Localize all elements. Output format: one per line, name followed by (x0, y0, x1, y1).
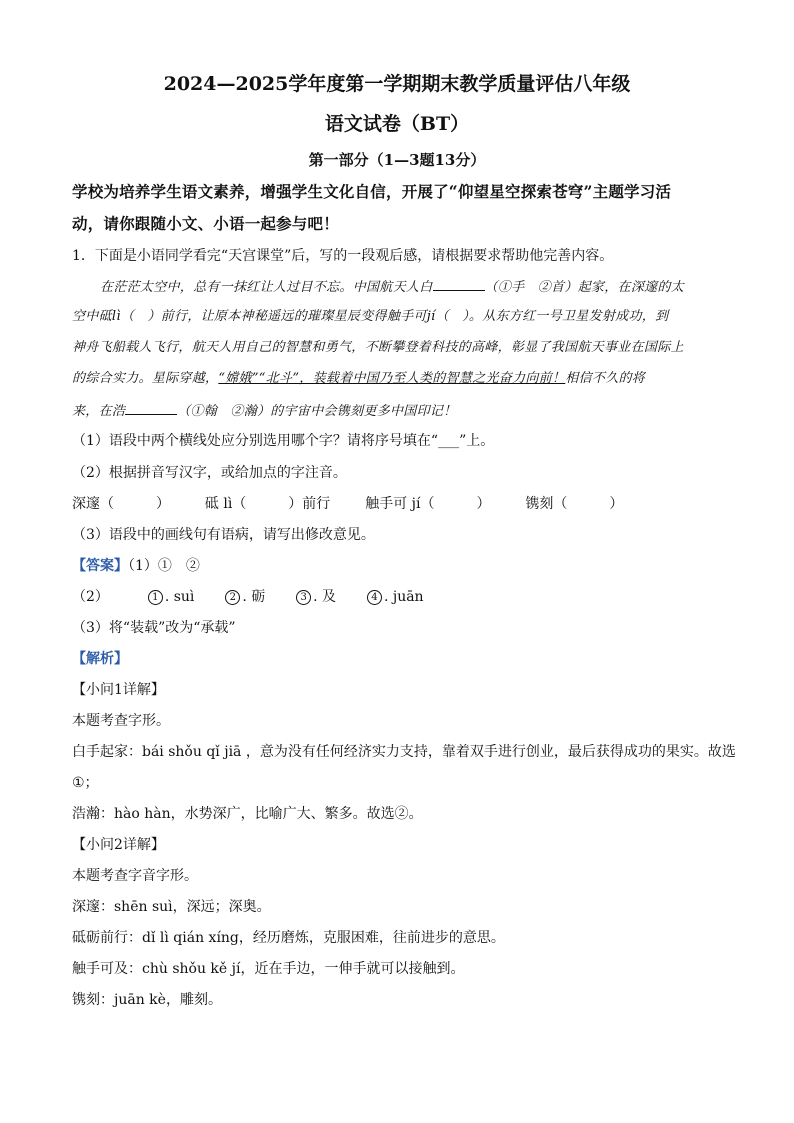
passage-line-1 (100, 276, 734, 298)
passage-text: 来，在浩 (72, 404, 126, 419)
answer-blank (433, 276, 485, 291)
analysis-text: ①； (72, 775, 99, 791)
analysis-text: 本题考查字音字形。 (72, 868, 198, 884)
analysis-text: 深邃：shēn suì，深远；深奥。 (72, 899, 271, 915)
passage-text: 相信不久的将 (565, 371, 646, 386)
passage-text: （①翰 ②瀚）的宇宙中会镌刻更多中国印记！ (177, 404, 457, 419)
answer-line-3: （3）将“装载”改为“承载” (72, 620, 236, 636)
fill-item: 深邃（ ） (72, 496, 170, 512)
analysis-heading-2: 【小问2详解】 (72, 837, 165, 853)
sub-question-2: （2）根据拼音写汉字，或给加点的字注音。 (72, 465, 347, 481)
intro-line-2: 动，请你跟随小文、小语一起参与吧！ (72, 214, 339, 233)
exam-title: 2024—2025学年度第一学期期末教学质量评估八年级 (163, 73, 631, 95)
fill-item: 砥 lì（ ）前行 (204, 496, 331, 512)
analysis-text: 砥砺前行：dǐ lì qián xíng，经历磨炼，克服困难，往前进步的意思。 (72, 930, 505, 946)
answer-item: 1 . suì (148, 589, 195, 605)
answer-line-1 (72, 556, 734, 576)
section-heading: 第一部分（1—3题13分） (308, 151, 486, 169)
intro-line-1: 学校为培养学生语文素养，增强学生文化自信，开展了“仰望星空探索苍穹”主题学习活 (72, 182, 672, 201)
passage-line-3: 神舟飞船载人飞行，航天人用自己的智慧和勇气，不断攀登着科技的高峰，彰显了我国航天事业在国际上 (72, 340, 684, 355)
circled-number-icon: 3 (296, 590, 311, 605)
underlined-sentence: “嫦娥”“北斗”，装载着中国乃至人类的智慧之光奋力向前！ (218, 371, 566, 386)
analysis-text: 浩瀚：hào hàn，水势深广，比喻广大、繁多。故选②。 (72, 806, 423, 822)
analysis-text: 镌刻：juān kè，雕刻。 (72, 992, 222, 1008)
analysis-text: 白手起家：bái shǒu qǐ jiā ，意为没有任何经济实力支持，靠着双手进行创业，最后获得成功的果实。故选 (72, 744, 736, 760)
circled-number-icon: 1 (148, 590, 163, 605)
analysis-heading-1: 【小问1详解】 (72, 682, 165, 698)
analysis-label: 【解析】 (72, 651, 128, 667)
answer-item: 4 . juān (367, 589, 424, 605)
answer-item: 3 . 及 (296, 589, 336, 605)
question-1-stem: 1．下面是小语同学看完“天宫课堂”后，写的一段观后感，请根据要求帮助他完善内容。 (72, 248, 614, 264)
pinyin-fill-row (72, 494, 734, 514)
passage-text: （①手 ②首）起家，在深邃的太 (484, 280, 685, 295)
passage-text: 的综合实力。星际穿越， (72, 371, 219, 386)
passage-line-2: 空中砥lì（ ）前行，让原本神秘遥远的璀璨星辰变得触手可jí（ ）。从东方红一号卫星发射成功，到 (72, 309, 669, 324)
exam-subtitle: 语文试卷（BT） (324, 113, 470, 135)
answer-line-2 (72, 587, 734, 607)
passage-line-5 (72, 400, 734, 422)
analysis-text: 本题考查字形。 (72, 713, 170, 729)
analysis-text: 触手可及：chù shǒu kě jí，近在手边，一伸手就可以接触到。 (72, 961, 465, 977)
answer-blank (125, 400, 177, 415)
answer-item: 2 . 砺 (225, 589, 265, 605)
circled-number-icon: 4 (367, 590, 382, 605)
sub-question-3: （3）语段中的画线句有语病，请写出修改意见。 (72, 527, 375, 543)
fill-item: 镌刻（ ） (525, 496, 624, 512)
passage-text: 在茫茫太空中，总有一抹红让人过目不忘。中国航天人白 (100, 280, 433, 295)
sub-question-1: （1）语段中两个横线处应分别选用哪个字？请将序号填在“___”上。 (72, 433, 495, 449)
answer-text: （1）① ② (128, 558, 200, 574)
circled-number-icon: 2 (225, 590, 240, 605)
passage-line-4 (72, 369, 734, 389)
answer-label: 【答案】 (72, 558, 128, 574)
answer-text: （2） (72, 589, 109, 605)
fill-item: 触手可 jí（ ） (365, 496, 491, 512)
